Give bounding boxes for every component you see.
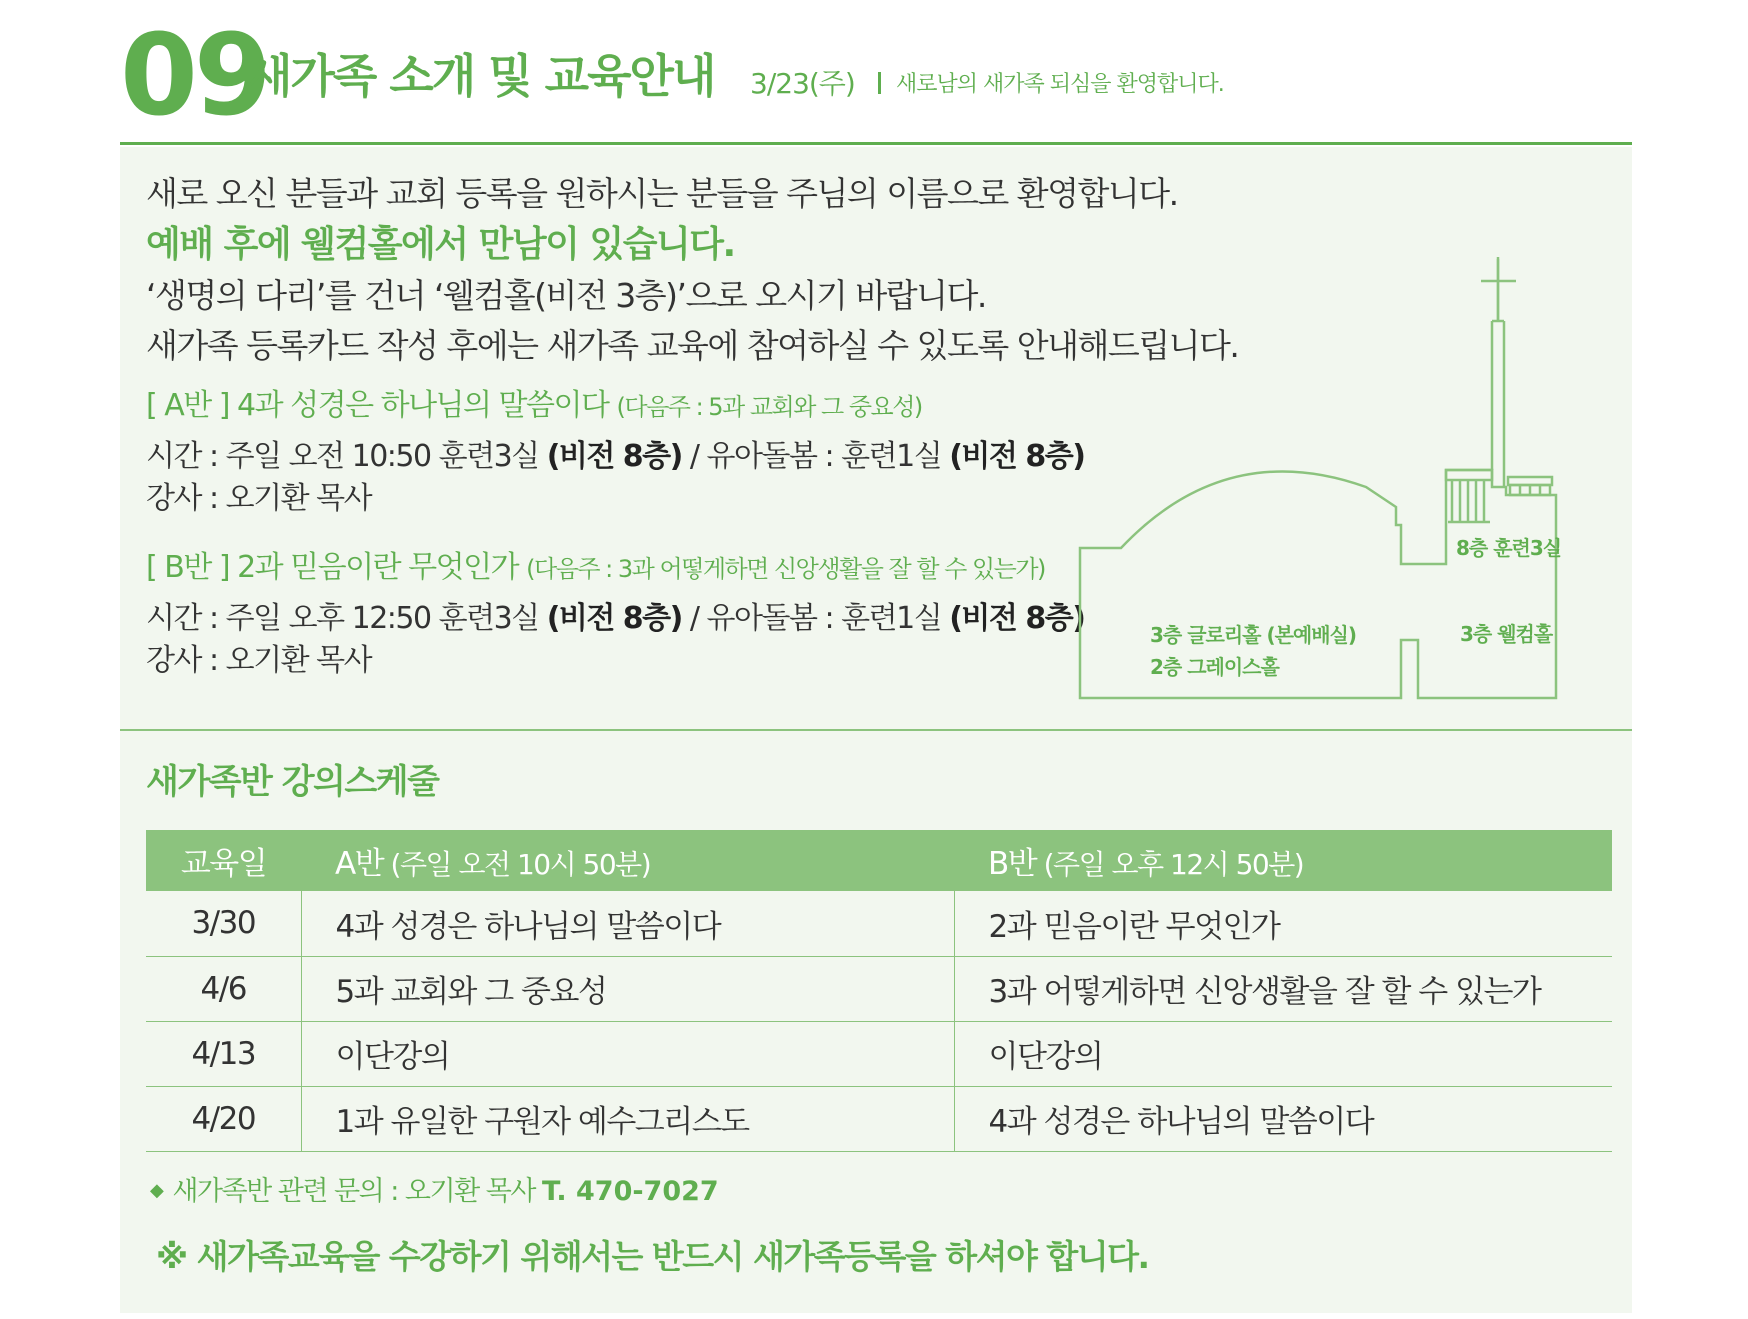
content-panel bbox=[120, 147, 1632, 1313]
header-date: 3/23(주) bbox=[750, 67, 855, 100]
class-b-title-text: [ B반 ] 2과 믿음이란 무엇인가 bbox=[146, 550, 519, 585]
row-a: 1과 유일한 구원자 예수그리스도 bbox=[301, 1086, 954, 1151]
intro-line-4: 새가족 등록카드 작성 후에는 새가족 교육에 참여하실 수 있도록 안내해드립니다. bbox=[146, 326, 1239, 365]
class-a-care-place: (비전 8층) bbox=[949, 439, 1085, 474]
class-a-time bbox=[146, 436, 1106, 478]
header-rule bbox=[120, 142, 1632, 145]
class-b-care-place: (비전 8층) bbox=[949, 601, 1085, 636]
class-b-next: (다음주 : 3과 어떻게하면 신앙생활을 잘 할 수 있는가) bbox=[526, 555, 1045, 583]
table-row bbox=[146, 891, 1612, 956]
section-number: 09 bbox=[120, 11, 268, 141]
intro-line-3: ‘생명의 다리’를 건너 ‘웰컴홀(비전 3층)’으로 오시기 바랍니다. bbox=[146, 276, 986, 315]
label-welcome-hall: 3층 웰컴홀 bbox=[1460, 622, 1553, 646]
class-b-teacher: 강사 : 오기환 목사 bbox=[146, 643, 372, 678]
header-divider bbox=[878, 72, 881, 94]
diamond-bullet-icon: ◆ bbox=[150, 1180, 163, 1201]
table-header-row bbox=[146, 830, 1612, 891]
row-date: 4/20 bbox=[146, 1086, 301, 1151]
table-row bbox=[146, 1086, 1612, 1151]
header-a-col bbox=[301, 830, 954, 891]
schedule-title: 새가족반 강의스케줄 bbox=[146, 762, 439, 802]
header-b-time: (주일 오후 12시 50분) bbox=[1036, 848, 1304, 881]
row-b: 3과 어떻게하면 신앙생활을 잘 할 수 있는가 bbox=[954, 956, 1612, 1021]
label-grace-hall: 2층 그레이스홀 bbox=[1150, 655, 1279, 679]
panel-divider bbox=[120, 729, 1632, 731]
class-a-care-label: / 유아돌봄 : 훈련1실 bbox=[681, 439, 950, 474]
row-a: 이단강의 bbox=[301, 1021, 954, 1086]
schedule-table bbox=[146, 830, 1612, 1152]
header-b-col bbox=[954, 830, 1612, 891]
header-date-col: 교육일 bbox=[146, 830, 301, 891]
contact-label: 새가족반 관련 문의 : 오기환 목사 bbox=[172, 1176, 543, 1207]
header-a-name: A반 bbox=[335, 846, 384, 882]
intro-line-1: 새로 오신 분들과 교회 등록을 원하시는 분들을 주님의 이름으로 환영합니다. bbox=[146, 174, 1178, 213]
label-floor8: 8층 훈련3실 bbox=[1456, 536, 1562, 560]
class-b-info bbox=[146, 545, 1106, 682]
table-row bbox=[146, 956, 1612, 1021]
class-b-title bbox=[146, 545, 1106, 592]
contact-info bbox=[150, 1171, 719, 1212]
table-row bbox=[146, 1021, 1612, 1086]
class-a-time-place: (비전 8층) bbox=[546, 439, 682, 474]
row-a: 4과 성경은 하나님의 말씀이다 bbox=[301, 891, 954, 956]
header-a-time: (주일 오전 10시 50분) bbox=[383, 848, 651, 881]
class-b-care-label: / 유아돌봄 : 훈련1실 bbox=[681, 601, 950, 636]
row-b: 2과 믿음이란 무엇인가 bbox=[954, 891, 1612, 956]
label-glory-hall: 3층 글로리홀 (본예배실) bbox=[1150, 623, 1357, 647]
class-a-time-label: 시간 : 주일 오전 10:50 훈련3실 bbox=[146, 439, 547, 474]
class-b-time-place: (비전 8층) bbox=[546, 601, 682, 636]
header-b-name: B반 bbox=[988, 846, 1037, 882]
class-a-title bbox=[146, 383, 1106, 430]
class-a-teacher: 강사 : 오기환 목사 bbox=[146, 481, 372, 516]
class-a-info bbox=[146, 383, 1106, 520]
class-b-time-label: 시간 : 주일 오후 12:50 훈련3실 bbox=[146, 601, 547, 636]
building-diagram bbox=[1066, 257, 1626, 727]
intro-highlight: 예배 후에 웰컴홀에서 만남이 있습니다. bbox=[146, 224, 735, 265]
header-welcome: 새로남의 새가족 되심을 환영합니다. bbox=[896, 72, 1224, 97]
row-date: 3/30 bbox=[146, 891, 301, 956]
row-b: 이단강의 bbox=[954, 1021, 1612, 1086]
class-a-next: (다음주 : 5과 교회와 그 중요성) bbox=[616, 393, 922, 421]
row-a: 5과 교회와 그 중요성 bbox=[301, 956, 954, 1021]
page-header bbox=[120, 11, 1632, 144]
column-cap-left bbox=[1446, 470, 1492, 480]
registration-notice: ※ 새가족교육을 수강하기 위해서는 반드시 새가족등록을 하셔야 합니다. bbox=[156, 1237, 1149, 1276]
class-a-title-text: [ A반 ] 4과 성경은 하나님의 말씀이다 bbox=[146, 388, 609, 423]
row-date: 4/6 bbox=[146, 956, 301, 1021]
contact-phone: T. 470-7027 bbox=[542, 1176, 719, 1207]
row-date: 4/13 bbox=[146, 1021, 301, 1086]
row-b: 4과 성경은 하나님의 말씀이다 bbox=[954, 1086, 1612, 1151]
page-title: 새가족 소개 및 교육안내 bbox=[248, 49, 715, 103]
class-b-time bbox=[146, 598, 1106, 640]
